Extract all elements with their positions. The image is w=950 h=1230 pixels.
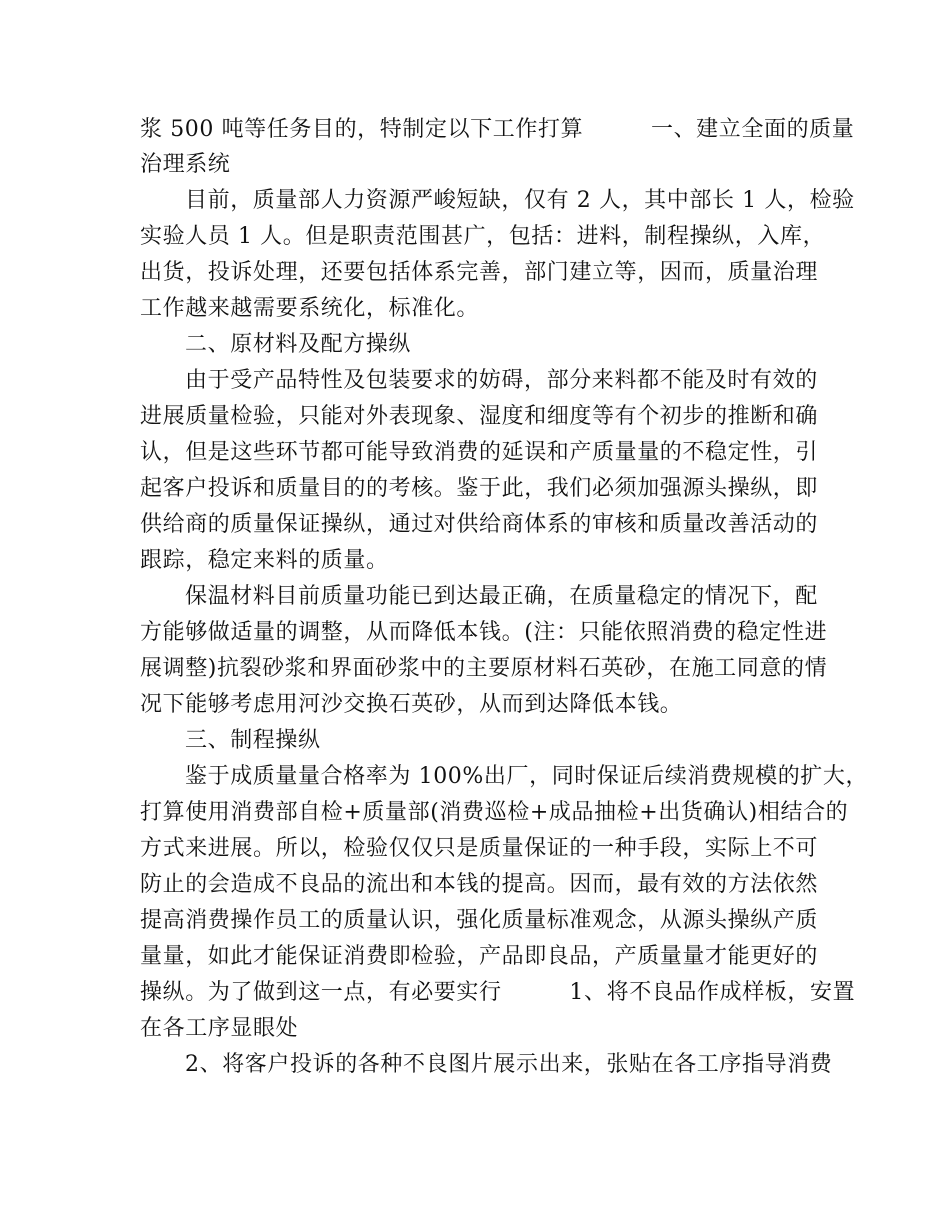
text-line: 况下能够考虑用河沙交换石英砂，从而到达降低本钱。 bbox=[140, 692, 683, 717]
text-line: 方能够做适量的调整，从而降低本钱。(注：只能依照消费的稳定性进 bbox=[140, 620, 828, 645]
text-line: 浆 500 吨等任务目的，特制定以下工作打算 一、建立全面的质量 bbox=[140, 117, 855, 142]
text-line: 进展质量检验，只能对外表现象、湿度和细度等有个初步的推断和确 bbox=[140, 404, 819, 429]
text-line: 鉴于成质量量合格率为 100%出厂，同时保证后续消费规模的扩大， bbox=[185, 764, 869, 789]
text-line: 实验人员 1 人。但是职责范围甚广，包括：进料，制程操纵，入库， bbox=[140, 224, 826, 249]
text-line: 目前，质量部人力资源严峻短缺，仅有 2 人，其中部长 1 人，检验 bbox=[185, 188, 855, 213]
text-line: 起客户投诉和质量目的的考核。鉴于此，我们必须加强源头操纵，即 bbox=[140, 476, 819, 501]
text-line: 方式来进展。所以，检验仅仅只是质量保证的一种手段，实际上不可 bbox=[140, 836, 819, 861]
text-line: 展调整)抗裂砂浆和界面砂浆中的主要原材料石英砂，在施工同意的情 bbox=[140, 656, 828, 681]
text-line: 供给商的质量保证操纵，通过对供给商体系的审核和质量改善活动的 bbox=[140, 512, 819, 537]
text-line: 在各工序显眼处 bbox=[140, 1016, 299, 1041]
text-line: 治理系统 bbox=[140, 152, 231, 177]
section-heading: 三、制程操纵 bbox=[185, 728, 321, 753]
text-line: 量量，如此才能保证消费即检验，产品即良品，产质量量才能更好的 bbox=[140, 944, 819, 969]
text-line: 操纵。为了做到这一点，有必要实行 1、将不良品作成样板，安置 bbox=[140, 980, 856, 1005]
text-line: 提高消费操作员工的质量认识，强化质量标准观念，从源头操纵产质 bbox=[140, 908, 819, 933]
text-line: 由于受产品特性及包装要求的妨碍，部分来料都不能及时有效的 bbox=[185, 368, 818, 393]
text-line: 保温材料目前质量功能已到达最正确，在质量稳定的情况下，配 bbox=[185, 584, 818, 609]
text-line: 出货，投诉处理，还要包括体系完善，部门建立等，因而，质量治理 bbox=[140, 260, 819, 285]
text-line: 2、将客户投诉的各种不良图片展示出来，张贴在各工序指导消费 bbox=[185, 1052, 833, 1077]
section-heading: 二、原材料及配方操纵 bbox=[185, 332, 412, 357]
text-line: 认，但是这些环节都可能导致消费的延误和产质量量的不稳定性，引 bbox=[140, 440, 819, 465]
text-line: 防止的会造成不良品的流出和本钱的提高。因而，最有效的方法依然 bbox=[140, 872, 819, 897]
text-line: 工作越来越需要系统化，标准化。 bbox=[140, 296, 480, 321]
text-line: 打算使用消费部自检+质量部(消费巡检+成品抽检+出货确认)相结合的 bbox=[140, 800, 849, 825]
text-line: 跟踪，稳定来料的质量。 bbox=[140, 548, 389, 573]
